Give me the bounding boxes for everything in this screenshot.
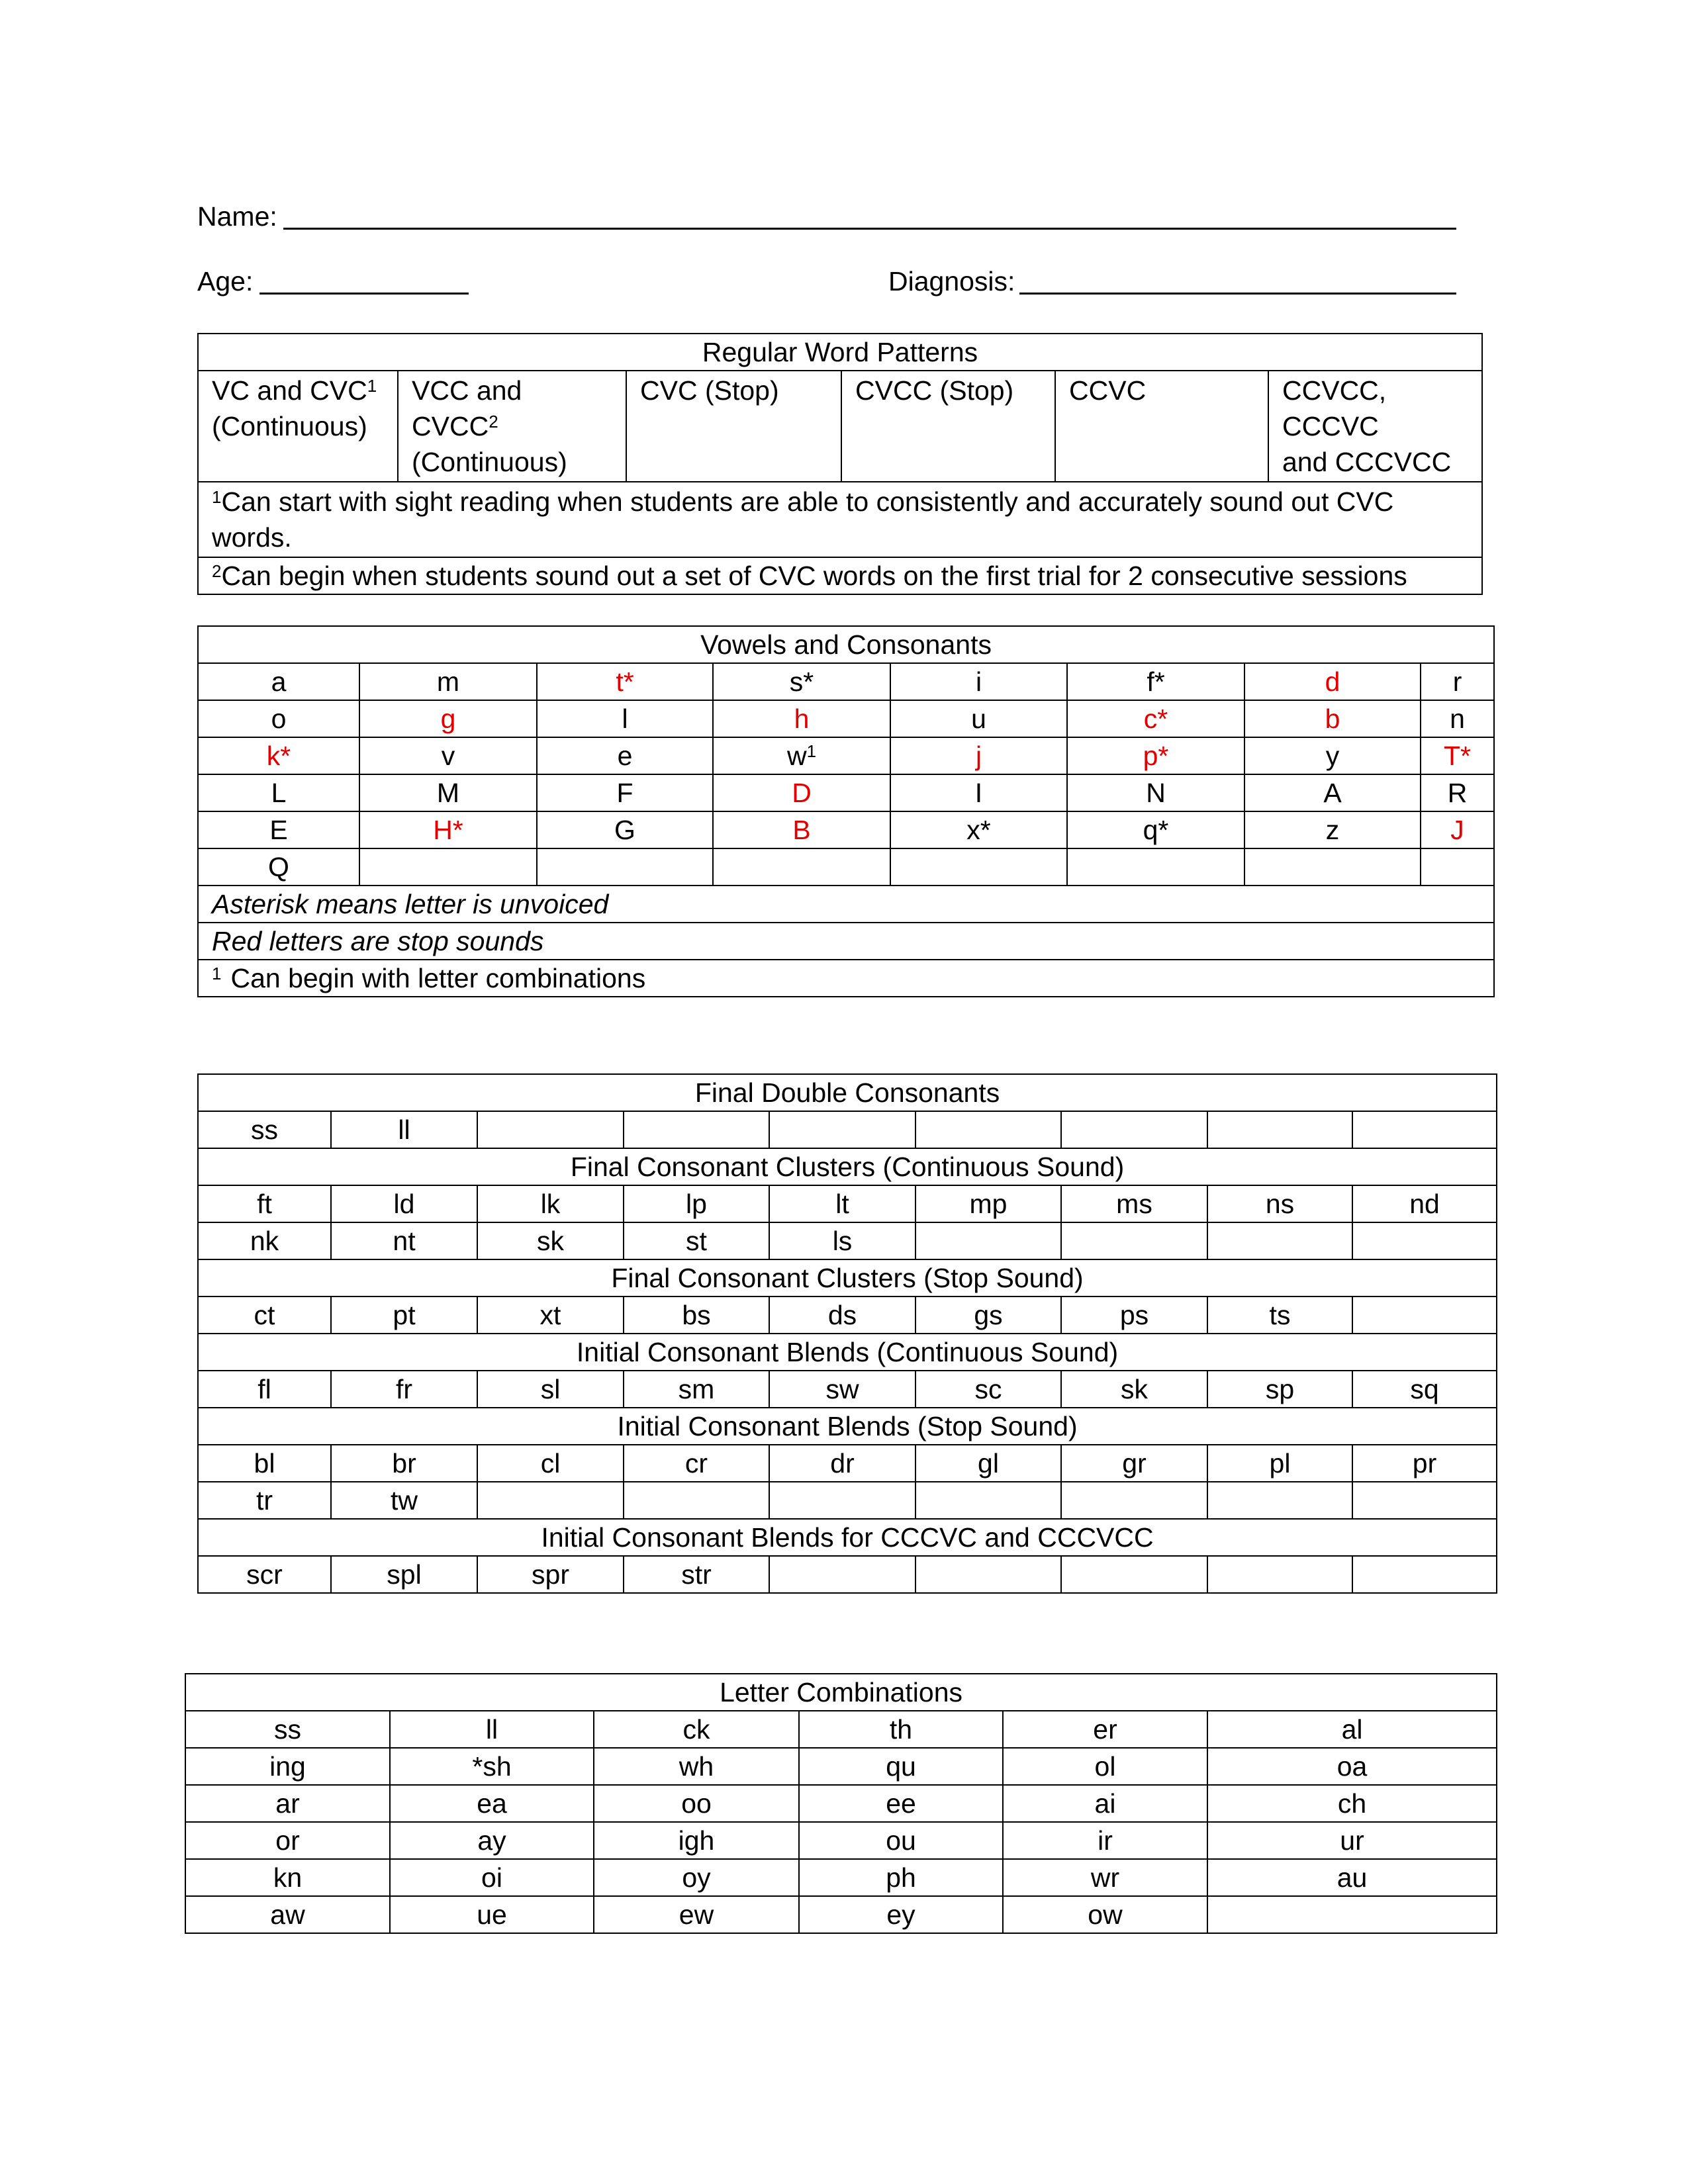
letter-cell: [890, 663, 1067, 700]
letter-text: i: [975, 666, 982, 697]
letter-cell: [1421, 774, 1494, 811]
letter-text: j: [975, 741, 982, 771]
cluster-cell: sm: [624, 1371, 769, 1408]
cluster-cell: sq: [1352, 1371, 1497, 1408]
letter-text: k*: [266, 741, 291, 771]
pattern-header: CCVCC, CCCVC and CCCVCC: [1268, 371, 1482, 482]
asterisk-note: Asterisk means letter is unvoiced: [198, 886, 1494, 923]
cluster-cell: tr: [198, 1482, 331, 1519]
letter-cell: [359, 811, 537, 848]
cluster-cell: lk: [477, 1185, 624, 1222]
combination-row: [185, 1748, 1497, 1785]
combination-cell: ar: [185, 1785, 390, 1822]
combination-cell: ch: [1207, 1785, 1497, 1822]
cluster-cell: mp: [915, 1185, 1061, 1222]
letter-row: [198, 737, 1494, 774]
name-blank-line[interactable]: [283, 228, 1456, 230]
letter-text: p*: [1143, 741, 1169, 771]
letter-cell: [890, 700, 1067, 737]
vowels-consonants-title: Vowels and Consonants: [198, 626, 1494, 663]
cluster-cell: lt: [769, 1185, 915, 1222]
diagnosis-label: Diagnosis:: [888, 266, 1015, 296]
combination-cell: wr: [1003, 1859, 1207, 1896]
letter-cell: [198, 811, 359, 848]
letter-cell: [198, 774, 359, 811]
cluster-cell: pt: [331, 1297, 477, 1334]
cluster-cell: str: [624, 1556, 769, 1593]
cluster-cell: [624, 1482, 769, 1519]
letter-text: M: [436, 778, 460, 808]
letter-cell: [198, 700, 359, 737]
regular-patterns-note-2: $^2$Can begin when students sound out a set of CVC words on the first trial for 2 consecutive sessions: [198, 557, 1482, 594]
letter-text: J: [1450, 815, 1464, 845]
letter-cell: [890, 737, 1067, 774]
letter-text: m: [436, 666, 460, 697]
section-title: Initial Consonant Blends (Continuous Sound): [198, 1334, 1497, 1371]
combination-cell: ir: [1003, 1822, 1207, 1859]
combination-cell: ee: [799, 1785, 1003, 1822]
combination-cell: th: [799, 1711, 1003, 1748]
letter-footnote-marker: 1: [806, 741, 817, 761]
letter-combinations-table: [185, 1673, 1497, 1934]
cluster-cell: ms: [1061, 1185, 1207, 1222]
letter-text: R: [1447, 778, 1468, 808]
section-title: Initial Consonant Blends for CCCVC and CCCVCC: [198, 1519, 1497, 1556]
letter-cell: [359, 848, 537, 886]
cluster-cell: bs: [624, 1297, 769, 1334]
age-label: Age:: [197, 266, 254, 296]
cluster-cell: [1061, 1222, 1207, 1259]
letter-text: q*: [1143, 815, 1169, 845]
letter-cell: [198, 663, 359, 700]
cluster-cell: fl: [198, 1371, 331, 1408]
cluster-cell: scr: [198, 1556, 331, 1593]
letter-text: d: [1325, 666, 1340, 697]
cluster-cell: [624, 1111, 769, 1148]
cluster-cell: ns: [1207, 1185, 1352, 1222]
cluster-cell: [1207, 1482, 1352, 1519]
combination-cell: ew: [594, 1896, 799, 1933]
letter-row: [198, 848, 1494, 886]
cluster-cell: [477, 1111, 624, 1148]
cluster-cell: pl: [1207, 1445, 1352, 1482]
letter-text: F: [616, 778, 633, 808]
cluster-cell: nt: [331, 1222, 477, 1259]
letter-cell: [537, 774, 713, 811]
section-title: Initial Consonant Blends (Stop Sound): [198, 1408, 1497, 1445]
cluster-cell: sp: [1207, 1371, 1352, 1408]
letter-cell: [359, 774, 537, 811]
letter-cell: [1067, 737, 1244, 774]
combination-cell: ai: [1003, 1785, 1207, 1822]
cluster-cell: cr: [624, 1445, 769, 1482]
letter-row: [198, 700, 1494, 737]
combination-cell: ss: [185, 1711, 390, 1748]
letter-text: I: [974, 778, 983, 808]
cluster-cell: [1352, 1111, 1497, 1148]
combination-cell: igh: [594, 1822, 799, 1859]
cluster-cell: ts: [1207, 1297, 1352, 1334]
combination-cell: wh: [594, 1748, 799, 1785]
cluster-cell: [1352, 1297, 1497, 1334]
cluster-cell: [915, 1482, 1061, 1519]
red-letters-note: Red letters are stop sounds: [198, 923, 1494, 960]
combination-cell: qu: [799, 1748, 1003, 1785]
letter-cell: [890, 811, 1067, 848]
letter-cell: [1067, 811, 1244, 848]
letter-cell: [1421, 811, 1494, 848]
letter-cell: [713, 663, 890, 700]
pattern-header: CCVC: [1055, 371, 1268, 482]
age-blank-line[interactable]: [259, 293, 469, 295]
letter-text: N: [1146, 778, 1166, 808]
cluster-cell: gr: [1061, 1445, 1207, 1482]
regular-patterns-note-1: $^1$Can start with sight reading when students are able to consistently and accurately sound out CVC words.: [198, 482, 1482, 557]
cluster-cell: [1061, 1111, 1207, 1148]
cluster-cell: sk: [477, 1222, 624, 1259]
cluster-cell: [769, 1111, 915, 1148]
cluster-cell: nd: [1352, 1185, 1497, 1222]
cluster-cell: sw: [769, 1371, 915, 1408]
letter-row: [198, 811, 1494, 848]
letter-cell: [198, 737, 359, 774]
cluster-cell: lp: [624, 1185, 769, 1222]
cluster-row: [198, 1445, 1497, 1482]
letter-cell: [1244, 811, 1421, 848]
letter-cell: [890, 848, 1067, 886]
letter-text: b: [1325, 704, 1340, 734]
combination-cell: ea: [390, 1785, 594, 1822]
pattern-header: VCC and CVCC$^2$ (Continuous): [398, 371, 626, 482]
section-title: Final Consonant Clusters (Stop Sound): [198, 1259, 1497, 1297]
letter-text: E: [269, 815, 288, 845]
letter-text: h: [794, 704, 810, 734]
cluster-cell: pr: [1352, 1445, 1497, 1482]
note-marker: 1: [212, 964, 222, 983]
cluster-cell: sk: [1061, 1371, 1207, 1408]
letter-cell: [1244, 774, 1421, 811]
letter-text: n: [1450, 704, 1465, 734]
letter-text: e: [617, 741, 633, 771]
cluster-row: [198, 1556, 1497, 1593]
combination-cell: ing: [185, 1748, 390, 1785]
cluster-cell: ds: [769, 1297, 915, 1334]
cluster-cell: [769, 1482, 915, 1519]
cluster-cell: spl: [331, 1556, 477, 1593]
consonant-groups-table: [197, 1073, 1497, 1594]
regular-word-patterns-title: Regular Word Patterns: [198, 334, 1482, 371]
letter-row: [198, 774, 1494, 811]
note-text: Can begin with letter combinations: [230, 963, 646, 993]
letter-cell: [1244, 737, 1421, 774]
cluster-cell: [1207, 1556, 1352, 1593]
combination-row: [185, 1822, 1497, 1859]
name-label: Name:: [197, 201, 277, 232]
combination-row: [185, 1711, 1497, 1748]
cluster-cell: xt: [477, 1297, 624, 1334]
letter-combinations-note: [198, 960, 1494, 997]
letter-text: H*: [433, 815, 463, 845]
cluster-cell: br: [331, 1445, 477, 1482]
pattern-header: CVCC (Stop): [841, 371, 1055, 482]
combination-cell: oo: [594, 1785, 799, 1822]
cluster-row: [198, 1185, 1497, 1222]
combination-cell: ow: [1003, 1896, 1207, 1933]
letter-text: A: [1323, 778, 1342, 808]
cluster-cell: ct: [198, 1297, 331, 1334]
letter-cell: [1244, 663, 1421, 700]
pattern-header: CVC (Stop): [626, 371, 841, 482]
letter-cell: [1067, 774, 1244, 811]
cluster-cell: ft: [198, 1185, 331, 1222]
combination-cell: or: [185, 1822, 390, 1859]
letter-text: Q: [268, 852, 289, 882]
cluster-cell: [477, 1482, 624, 1519]
letter-text: B: [792, 815, 811, 845]
cluster-cell: [915, 1222, 1061, 1259]
letter-text: T*: [1444, 741, 1472, 771]
cluster-cell: [1352, 1482, 1497, 1519]
cluster-cell: gl: [915, 1445, 1061, 1482]
cluster-cell: ll: [331, 1111, 477, 1148]
section-title: Final Consonant Clusters (Continuous Sound): [198, 1148, 1497, 1185]
letter-combinations-title: Letter Combinations: [185, 1674, 1497, 1711]
combination-cell: [1207, 1896, 1497, 1933]
cluster-cell: ps: [1061, 1297, 1207, 1334]
letter-text: z: [1325, 815, 1340, 845]
combination-cell: ll: [390, 1711, 594, 1748]
combination-row: [185, 1896, 1497, 1933]
cluster-cell: dr: [769, 1445, 915, 1482]
letter-text: G: [614, 815, 635, 845]
letter-cell: [1421, 848, 1494, 886]
letter-cell: [713, 848, 890, 886]
cluster-cell: [915, 1111, 1061, 1148]
cluster-cell: [1207, 1222, 1352, 1259]
letter-text: D: [792, 778, 812, 808]
combination-cell: ck: [594, 1711, 799, 1748]
letter-cell: [359, 737, 537, 774]
letter-text: r: [1452, 666, 1462, 697]
cluster-cell: [769, 1556, 915, 1593]
cluster-row: [198, 1297, 1497, 1334]
letter-text: y: [1325, 741, 1340, 771]
combination-row: [185, 1785, 1497, 1822]
letter-text: s*: [789, 666, 814, 697]
letter-text: l: [622, 704, 628, 734]
combination-cell: kn: [185, 1859, 390, 1896]
letter-cell: [713, 700, 890, 737]
letter-text: o: [271, 704, 287, 734]
cluster-cell: ls: [769, 1222, 915, 1259]
letter-cell: [537, 737, 713, 774]
pattern-header: VC and CVC$^1$ (Continuous): [198, 371, 398, 482]
combination-cell: oa: [1207, 1748, 1497, 1785]
cluster-cell: bl: [198, 1445, 331, 1482]
diagnosis-blank-line[interactable]: [1019, 293, 1456, 295]
cluster-row: [198, 1371, 1497, 1408]
cluster-cell: [1061, 1482, 1207, 1519]
letter-text: f*: [1147, 666, 1165, 697]
cluster-cell: st: [624, 1222, 769, 1259]
letter-cell: [359, 663, 537, 700]
regular-word-patterns-table: [197, 333, 1483, 595]
letter-cell: [1421, 700, 1494, 737]
letter-row: [198, 663, 1494, 700]
cluster-cell: sl: [477, 1371, 624, 1408]
combination-cell: oi: [390, 1859, 594, 1896]
letter-cell: [1067, 663, 1244, 700]
vowels-consonants-table: [197, 625, 1495, 997]
letter-cell: [713, 737, 890, 774]
cluster-cell: spr: [477, 1556, 624, 1593]
cluster-cell: ld: [331, 1185, 477, 1222]
letter-text: a: [271, 666, 287, 697]
combination-cell: ur: [1207, 1822, 1497, 1859]
combination-cell: ue: [390, 1896, 594, 1933]
cluster-cell: nk: [198, 1222, 331, 1259]
letter-cell: [537, 663, 713, 700]
letter-text: w: [786, 741, 807, 771]
cluster-row: [198, 1482, 1497, 1519]
letter-cell: [359, 700, 537, 737]
letter-cell: [537, 811, 713, 848]
letter-text: v: [441, 741, 455, 771]
cluster-cell: [1352, 1556, 1497, 1593]
letter-cell: [1067, 848, 1244, 886]
cluster-cell: sc: [915, 1371, 1061, 1408]
letter-text: u: [971, 704, 986, 734]
letter-text: t*: [616, 666, 634, 697]
letter-cell: [713, 811, 890, 848]
letter-cell: [1244, 700, 1421, 737]
cluster-cell: tw: [331, 1482, 477, 1519]
letter-cell: [890, 774, 1067, 811]
cluster-cell: fr: [331, 1371, 477, 1408]
combination-row: [185, 1859, 1497, 1896]
section-title: Final Double Consonants: [198, 1074, 1497, 1111]
combination-cell: ay: [390, 1822, 594, 1859]
cluster-cell: [915, 1556, 1061, 1593]
letter-cell: [1067, 700, 1244, 737]
letter-cell: [1421, 737, 1494, 774]
cluster-row: [198, 1222, 1497, 1259]
letter-cell: [1244, 848, 1421, 886]
letter-cell: [198, 848, 359, 886]
combination-cell: ph: [799, 1859, 1003, 1896]
cluster-cell: [1207, 1111, 1352, 1148]
letter-cell: [537, 700, 713, 737]
letter-text: L: [271, 778, 287, 808]
cluster-cell: [1061, 1556, 1207, 1593]
letter-cell: [713, 774, 890, 811]
letter-cell: [1421, 663, 1494, 700]
cluster-cell: [1352, 1222, 1497, 1259]
letter-text: g: [440, 704, 456, 734]
combination-cell: ou: [799, 1822, 1003, 1859]
cluster-row: [198, 1111, 1497, 1148]
combination-cell: al: [1207, 1711, 1497, 1748]
letter-text: x*: [966, 815, 991, 845]
combination-cell: er: [1003, 1711, 1207, 1748]
cluster-cell: gs: [915, 1297, 1061, 1334]
combination-cell: aw: [185, 1896, 390, 1933]
combination-cell: au: [1207, 1859, 1497, 1896]
letter-cell: [537, 848, 713, 886]
combination-cell: oy: [594, 1859, 799, 1896]
cluster-cell: ss: [198, 1111, 331, 1148]
combination-cell: ol: [1003, 1748, 1207, 1785]
cluster-cell: cl: [477, 1445, 624, 1482]
combination-cell: *sh: [390, 1748, 594, 1785]
letter-text: c*: [1143, 704, 1168, 734]
combination-cell: ey: [799, 1896, 1003, 1933]
